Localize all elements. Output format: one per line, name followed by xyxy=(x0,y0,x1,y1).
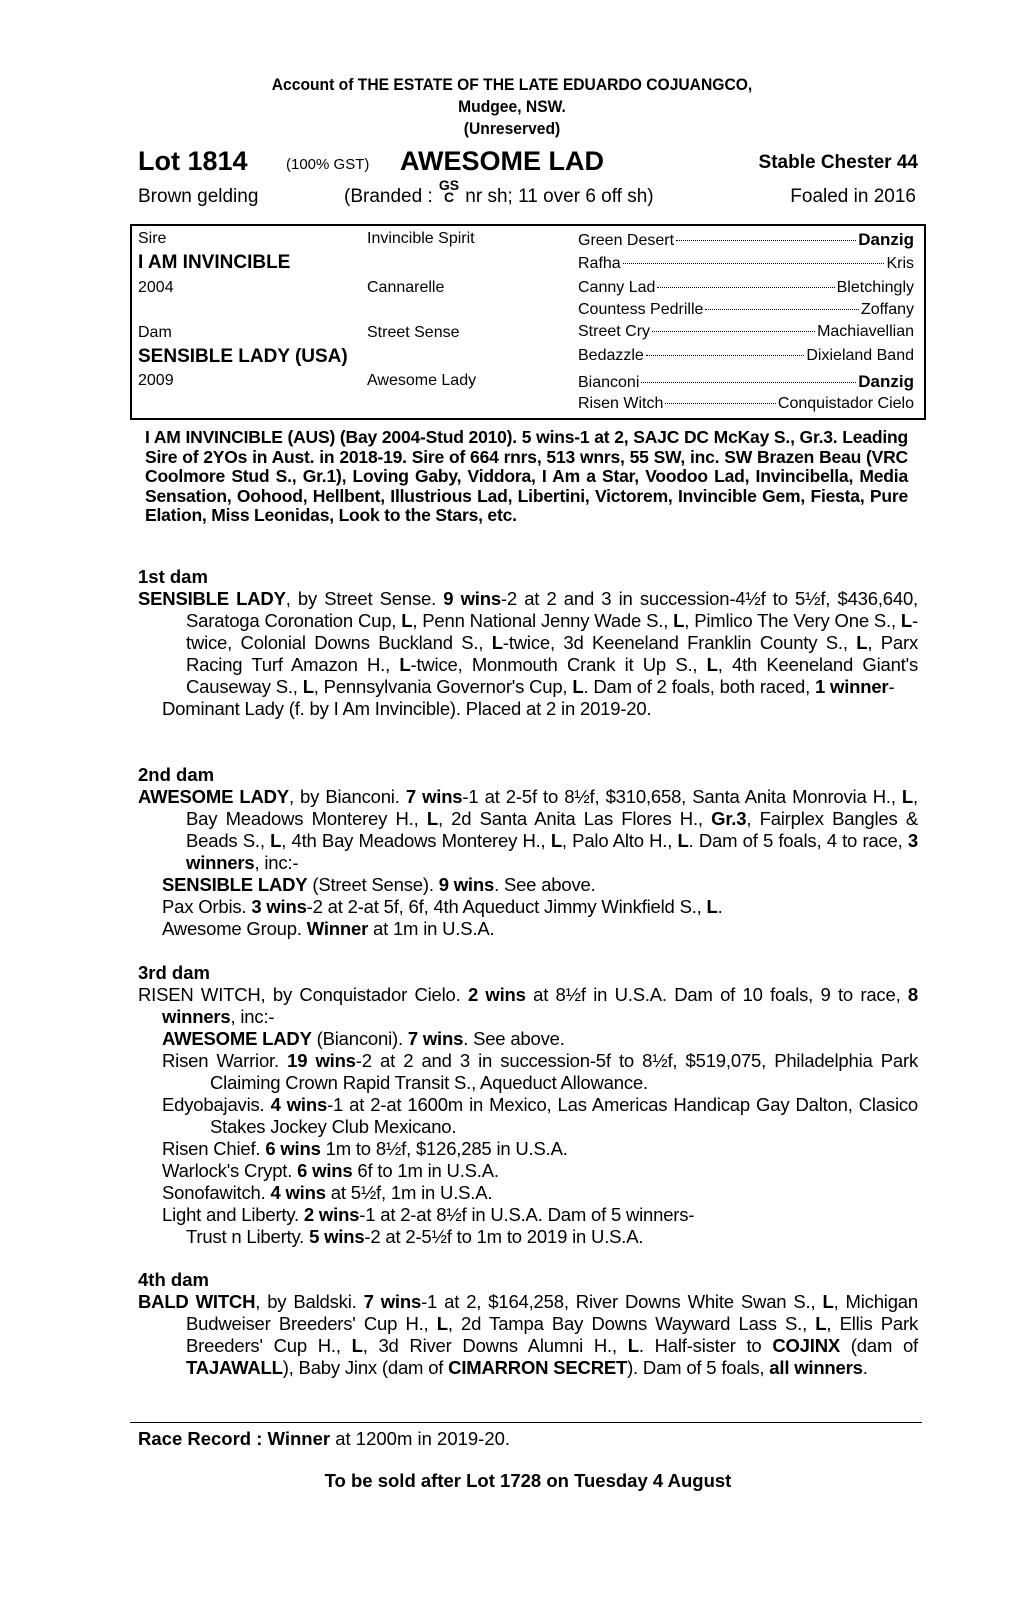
text: Dominant Lady (f. by I Am Invincible). Placed at 2 in 2019-20. xyxy=(162,698,652,719)
bold-text: 6 wins xyxy=(265,1138,321,1159)
text: . Half-sister to xyxy=(638,1335,773,1356)
text: (Bianconi). xyxy=(311,1028,408,1049)
family-entry xyxy=(186,1226,918,1248)
text: . Dam of 2 foals, both raced, xyxy=(583,676,815,697)
text: . See above. xyxy=(494,874,596,895)
granddam-paternal: Cannarelle xyxy=(367,279,445,296)
text: , Michigan Budweiser Breeders' Cup H., xyxy=(186,1291,918,1334)
dam-section xyxy=(138,1269,918,1379)
great-grandparent-name: Street Cry xyxy=(578,323,651,340)
bold-text: 4 wins xyxy=(270,1094,328,1115)
bold-text: L xyxy=(815,1313,827,1334)
sire-year: 2004 xyxy=(138,279,174,296)
bold-text: L xyxy=(550,830,562,851)
great-grandparent-name: Risen Witch xyxy=(578,395,664,412)
great-grandparent-sire: Conquistador Cielo xyxy=(777,395,914,412)
pedigree-table xyxy=(130,224,926,420)
text: , 4th Keeneland Giant's Causeway S., xyxy=(186,654,918,697)
bold-text: AWESOME LADY xyxy=(138,786,289,807)
bold-text: SENSIBLE LADY xyxy=(162,874,308,895)
bold-text: L xyxy=(822,1291,834,1312)
bold-text: 9 wins xyxy=(438,874,495,895)
text: , Palo Alto H., xyxy=(561,830,678,851)
text: , 2d Santa Anita Las Flores H., xyxy=(437,808,712,829)
leader-dots xyxy=(652,331,815,332)
great-grandparent-name: Canny Lad xyxy=(578,279,656,296)
family-entry xyxy=(162,1182,918,1204)
great-grandparent-name: Bianconi xyxy=(578,374,640,391)
great-grandparent-sire: Machiavellian xyxy=(817,323,914,340)
horse-description: Brown gelding xyxy=(138,186,259,207)
text: RISEN WITCH, by Conquistador Cielo. xyxy=(138,984,468,1005)
great-grandparent-row xyxy=(578,301,914,319)
grandsire-paternal: Invincible Spirit xyxy=(367,230,475,247)
bold-text: 7 wins xyxy=(363,1291,422,1312)
family-entry xyxy=(138,588,918,698)
bold-text: Gr.3 xyxy=(711,808,747,829)
text: , 2d Tampa Bay Downs Wayward Lass S., xyxy=(447,1313,816,1334)
text: -twice, Colonial Downs Buckland S., xyxy=(186,610,918,653)
text: Pax Orbis. xyxy=(162,896,252,917)
bold-text: AWESOME LADY xyxy=(162,1028,312,1049)
text: Risen Warrior. xyxy=(162,1050,288,1071)
text: , 3d River Downs Alumni H., xyxy=(362,1335,628,1356)
leader-dots xyxy=(705,309,859,310)
text: -2 at 2-at 5f, 6f, 4th Aqueduct Jimmy Winkfield S., xyxy=(306,896,707,917)
text: Trust n Liberty. xyxy=(186,1226,310,1247)
text: , 4th Bay Meadows Monterey H., xyxy=(281,830,551,851)
great-grandparent-sire: Danzig xyxy=(858,230,914,249)
text: ). Dam of 5 foals, xyxy=(627,1357,770,1378)
bold-text: L xyxy=(401,610,413,631)
brand-top: GS xyxy=(438,177,460,193)
text: , Bay Meadows Monterey H., xyxy=(186,786,918,829)
bold-text: TAJAWALL xyxy=(186,1357,283,1378)
text: - xyxy=(888,676,895,697)
bold-text: L xyxy=(351,1335,363,1356)
bold-text: L xyxy=(706,896,718,917)
bold-text: COJINX xyxy=(772,1335,840,1356)
dam-label: Dam xyxy=(138,324,172,341)
family-entry xyxy=(138,984,918,1028)
text: at 5½f, 1m in U.S.A. xyxy=(325,1182,493,1203)
bold-text: L xyxy=(856,632,868,653)
granddam-maternal: Awesome Lady xyxy=(367,372,477,389)
grandsire-maternal: Street Sense xyxy=(367,324,460,341)
bold-text: L xyxy=(302,676,314,697)
bold-text: BALD WITCH xyxy=(138,1291,256,1312)
bold-text: L xyxy=(706,654,718,675)
great-grandparent-name: Green Desert xyxy=(578,232,675,249)
text: -1 at 2-at 1600m in Mexico, Las Americas Handicap Gay Dalton, Clasico Stakes Jockey Club Mexicano. xyxy=(210,1094,918,1137)
dam-section xyxy=(138,764,918,940)
dam-section xyxy=(138,962,918,1248)
sire-summary: I AM INVINCIBLE (AUS) (Bay 2004-Stud 2010). 5 wins-1 at 2, SAJC DC McKay S., Gr.3. Leading Sire of 2YOs in Aust. in 2018-19. Sire of 664 rnrs, 513 wnrs, 55 SW, inc. SW Brazen Beau (VRC Coolmore Stud S., Gr.1), Loving Gaby, Viddora, I Am a Star, Voodoo Lad, Invincibella, Media Sensation, Oohood, Hellbent, Illustrious Lad, Libertini, Victorem, Invincible Gem, Fiesta, Pure Elation, Miss Leonidas, Look to the Stars, etc. xyxy=(145,427,908,526)
leader-dots xyxy=(657,287,834,288)
text: -1 at 2-at 8½f in U.S.A. Dam of 5 winners- xyxy=(359,1204,695,1225)
dam-year: 2009 xyxy=(138,372,174,389)
text: , by Baldski. xyxy=(255,1291,364,1312)
great-grandparent-sire: Bletchingly xyxy=(836,279,914,296)
bold-text: L xyxy=(901,786,914,807)
family-entry xyxy=(162,1204,918,1226)
text: Risen Chief. xyxy=(162,1138,266,1159)
sale-note: To be sold after Lot 1728 on Tuesday 4 August xyxy=(324,1470,732,1491)
text: . See above. xyxy=(463,1028,565,1049)
brand-info xyxy=(344,177,654,208)
sire-label: Sire xyxy=(138,230,167,247)
section-title: 1st dam xyxy=(138,566,208,587)
section-title: 2nd dam xyxy=(138,764,215,785)
great-grandparent-row xyxy=(578,395,914,413)
text: -2 at 2-5½f to 1m to 2019 in U.S.A. xyxy=(364,1226,644,1247)
great-grandparent-name: Countess Pedrille xyxy=(578,301,704,318)
bold-text: all winners xyxy=(769,1357,863,1378)
bold-text: SENSIBLE LADY xyxy=(138,588,286,609)
lot-subheading xyxy=(138,177,916,212)
bold-text: 5 wins xyxy=(309,1226,365,1247)
bold-text: Winner xyxy=(306,918,369,939)
great-grandparent-row xyxy=(578,279,914,297)
bold-text: 19 wins xyxy=(287,1050,356,1071)
text: Edyobajavis. xyxy=(162,1094,271,1115)
great-grandparent-sire: Danzig xyxy=(858,372,914,391)
great-grandparent-row xyxy=(578,372,914,392)
text: -twice, 3d Keeneland Franklin County S., xyxy=(502,632,857,653)
text: , Penn National Jenny Wade S., xyxy=(412,610,674,631)
lot-heading xyxy=(138,146,918,178)
family-entry xyxy=(162,1050,918,1094)
race-record-text: at 1200m in 2019-20. xyxy=(330,1428,511,1449)
vendor-location: Mudgee, NSW. xyxy=(458,97,566,116)
bold-text: L xyxy=(677,830,689,851)
bold-text: L xyxy=(673,610,685,631)
family-entry xyxy=(162,896,918,918)
great-grandparent-name: Rafha xyxy=(578,255,621,272)
brand-suffix: nr sh; 11 over 6 off sh) xyxy=(465,186,654,207)
text: , by Bianconi. xyxy=(288,786,406,807)
family-entry xyxy=(162,698,918,720)
bold-text: 2 wins xyxy=(303,1204,360,1225)
bold-text: 7 wins xyxy=(407,1028,464,1049)
foaled-year: Foaled in 2016 xyxy=(790,186,916,207)
bold-text: 7 wins xyxy=(405,786,463,807)
bold-text: L xyxy=(426,808,438,829)
bold-text: 2 wins xyxy=(467,984,526,1005)
family-entry xyxy=(162,1028,918,1050)
bold-text: 1 winner xyxy=(814,676,889,697)
great-grandparent-name: Bedazzle xyxy=(578,347,644,364)
brand-mark xyxy=(438,177,460,205)
bold-text: L xyxy=(627,1335,639,1356)
text: , Parx Racing Turf Amazon H., xyxy=(186,632,918,675)
text: , by Street Sense. xyxy=(285,588,444,609)
race-record-label: Race Record : Winner xyxy=(138,1428,331,1449)
text: -1 at 2, $164,258, River Downs White Swan S., xyxy=(421,1291,823,1312)
great-grandparent-row xyxy=(578,230,914,250)
bold-text: CIMARRON SECRET xyxy=(448,1357,628,1378)
leader-dots xyxy=(665,403,776,404)
text: Warlock's Crypt. xyxy=(162,1160,298,1181)
bold-text: L xyxy=(572,676,584,697)
great-grandparent-row xyxy=(578,347,914,365)
bold-text: 3 wins xyxy=(251,896,307,917)
text: , inc:- xyxy=(230,1006,275,1027)
text: . Dam of 5 foals, 4 to race, xyxy=(688,830,908,851)
family-entry xyxy=(162,1094,918,1138)
brand-prefix: (Branded : xyxy=(344,186,433,207)
leader-dots xyxy=(676,240,856,241)
dam-name: SENSIBLE LADY (USA) xyxy=(138,346,348,367)
section-title: 3rd dam xyxy=(138,962,210,983)
bold-text: 9 wins xyxy=(443,588,501,609)
text: , Fairplex Bangles & Beads S., xyxy=(186,808,918,851)
bold-text: 4 wins xyxy=(270,1182,326,1203)
family-entry xyxy=(162,1160,918,1182)
text: 6f to 1m in U.S.A. xyxy=(352,1160,499,1181)
bold-text: L xyxy=(900,610,913,631)
great-grandparent-sire: Kris xyxy=(886,255,914,272)
bold-text: 3 winners xyxy=(186,830,918,873)
bold-text: L xyxy=(436,1313,448,1334)
text: Sonofawitch. xyxy=(162,1182,271,1203)
leader-dots xyxy=(646,355,805,356)
family-entry xyxy=(138,786,918,874)
text: -1 at 2-5f to 8½f, $310,658, Santa Anita Monrovia H., xyxy=(462,786,902,807)
divider xyxy=(130,1422,922,1423)
text: . xyxy=(862,1357,868,1378)
great-grandparent-sire: Dixieland Band xyxy=(806,347,914,364)
great-grandparent-row xyxy=(578,323,914,341)
bold-text: L xyxy=(399,654,411,675)
great-grandparent-sire: Zoffany xyxy=(860,301,914,318)
text: -2 at 2 and 3 in succession-4½f to 5½f, $436,640, Saratoga Coronation Cup, xyxy=(186,588,918,631)
text: 1m to 8½f, $126,285 in U.S.A. xyxy=(320,1138,568,1159)
text: at 8½f in U.S.A. Dam of 10 foals, 9 to race, xyxy=(525,984,908,1005)
family-entry xyxy=(162,1138,918,1160)
text: , Ellis Park Breeders' Cup H., xyxy=(186,1313,919,1356)
bold-text: 6 wins xyxy=(297,1160,353,1181)
lot-gst: (100% GST) xyxy=(286,156,370,173)
text: at 1m in U.S.A. xyxy=(368,918,495,939)
text: , Pennsylvania Governor's Cup, xyxy=(313,676,573,697)
text: , Pimlico The Very One S., xyxy=(684,610,901,631)
text: (dam of xyxy=(840,1335,918,1356)
race-record xyxy=(138,1428,510,1450)
text: Awesome Group. xyxy=(162,918,307,939)
great-grandparent-row xyxy=(578,255,914,273)
text: ), Baby Jinx (dam of xyxy=(282,1357,449,1378)
sire-name: I AM INVINCIBLE xyxy=(138,252,291,273)
bold-text: 8 winners xyxy=(162,984,918,1027)
text: -2 at 2 and 3 in succession-5f to 8½f, $519,075, Philadelphia Park Claiming Crown Rapid Transit S., Aqueduct Allowance. xyxy=(210,1050,919,1093)
leader-dots xyxy=(623,263,885,264)
family-entry xyxy=(162,874,918,896)
horse-name: AWESOME LAD xyxy=(400,146,605,176)
bold-text: L xyxy=(491,632,503,653)
text: -twice, Monmouth Crank it Up S., xyxy=(410,654,707,675)
text: . xyxy=(717,896,723,917)
dam-section xyxy=(138,566,918,720)
family-entry xyxy=(162,918,918,940)
leader-dots xyxy=(641,382,856,383)
stable-location: Stable Chester 44 xyxy=(758,152,918,173)
brand-bottom: C xyxy=(443,189,455,205)
lot-number: Lot 1814 xyxy=(138,146,248,176)
family-entry xyxy=(138,1291,918,1379)
bold-text: L xyxy=(270,830,282,851)
vendor-account: Account of THE ESTATE OF THE LATE EDUARDO COJUANGCO, xyxy=(271,75,753,94)
text: Light and Liberty. xyxy=(162,1204,304,1225)
section-title: 4th dam xyxy=(138,1269,209,1290)
text: (Street Sense). xyxy=(307,874,439,895)
reserve-status: (Unreserved) xyxy=(463,119,561,138)
text: , inc:- xyxy=(254,852,299,873)
